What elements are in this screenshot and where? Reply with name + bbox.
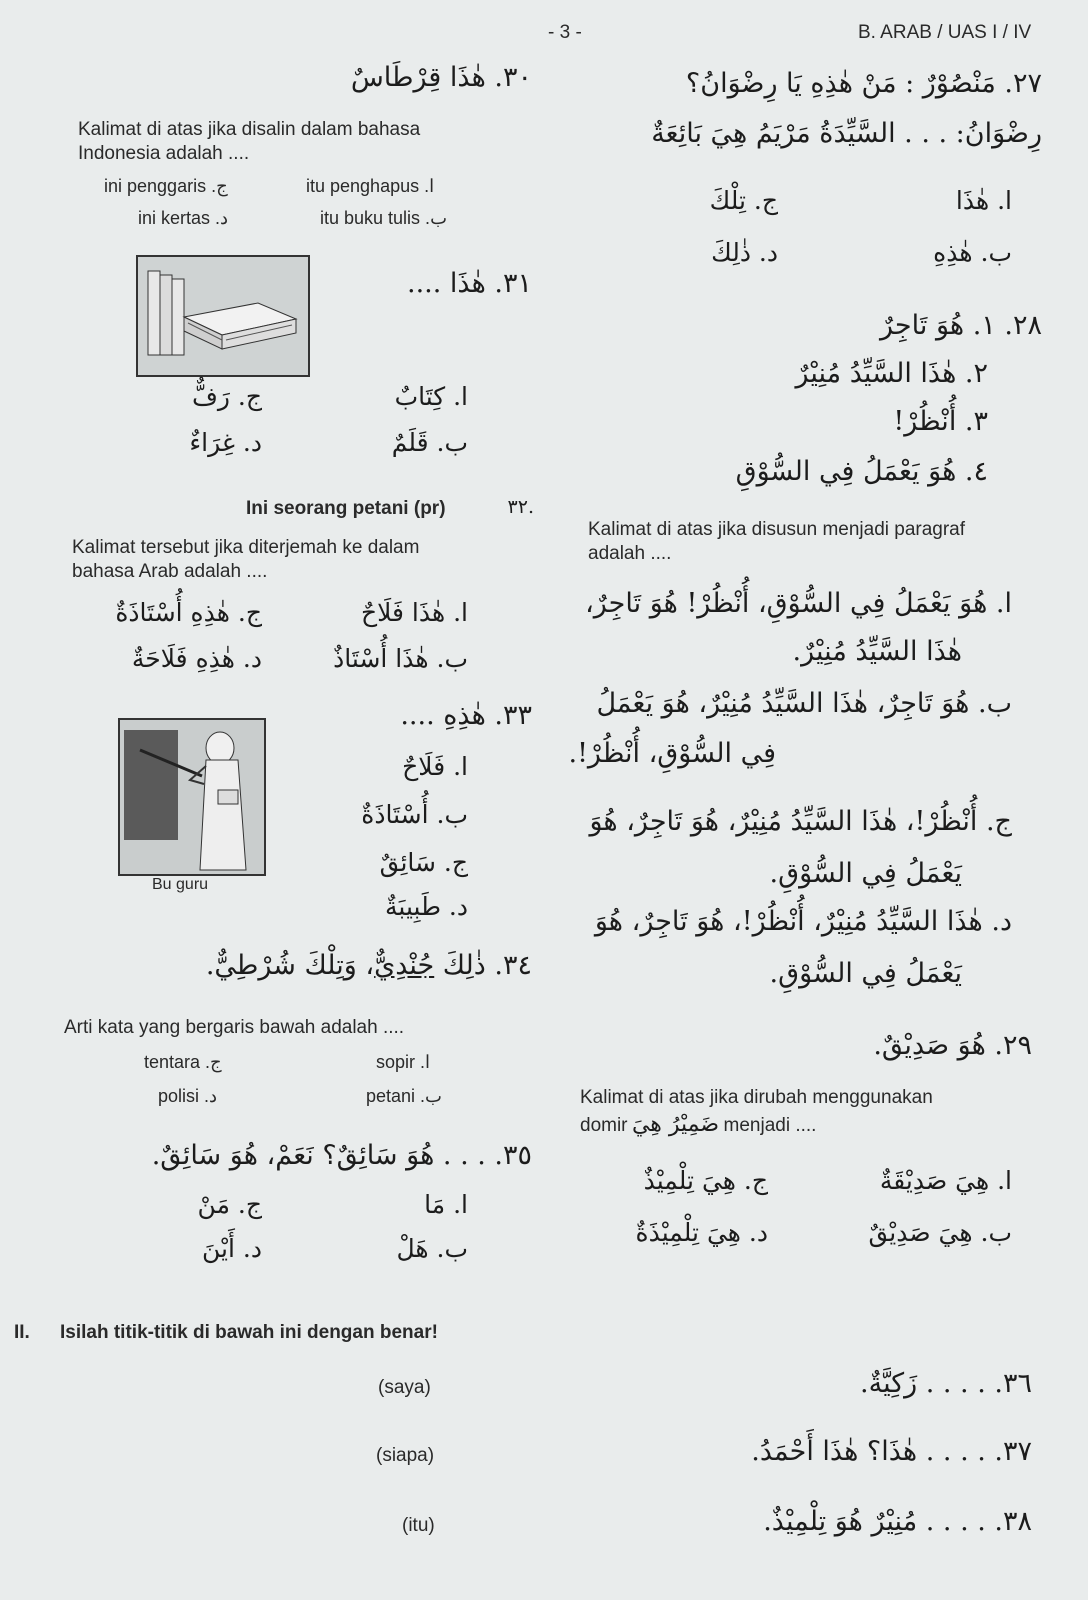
q30-option-b[interactable]: itu buku tulis .ب xyxy=(320,208,448,228)
q34-stem xyxy=(206,950,532,981)
q28-option-c-line2[interactable]: يَعْمَلُ فِي السُّوْقِ. xyxy=(769,858,962,889)
q28-option-d-line1[interactable]: د. هٰذَا السَّيِّدُ مُنِيْرٌ، أُنْظُرْ!، هُوَ تَاجِرٌ، هُوَ xyxy=(594,906,1012,937)
q29-option-a[interactable]: ا. هِيَ صَدِيْقَةٌ xyxy=(879,1166,1012,1195)
q34-option-c[interactable]: tentara .ج xyxy=(144,1052,222,1072)
q36-hint: (saya) xyxy=(378,1377,431,1398)
q35-option-a[interactable]: ا. مَا xyxy=(424,1190,468,1219)
q28-option-d-line2[interactable]: يَعْمَلُ فِي السُّوْقِ. xyxy=(769,958,962,989)
q28-option-a-line1[interactable]: ا. هُوَ يَعْمَلُ فِي السُّوْقِ، أُنْظُرْ! هُوَ تَاجِرٌ، xyxy=(585,588,1012,619)
q28-option-b-line1[interactable]: ب. هُوَ تَاجِرٌ، هٰذَا السَّيِّدُ مُنِيْرٌ، هُوَ يَعْمَلُ xyxy=(596,688,1012,719)
q28-option-a-line2[interactable]: هٰذَا السَّيِّدُ مُنِيْرٌ. xyxy=(792,636,962,667)
q30-option-a[interactable]: itu penghapus .ا xyxy=(306,176,435,196)
exam-code: B. ARAB / UAS I / IV xyxy=(858,22,1032,43)
q34-option-d[interactable]: polisi .د xyxy=(158,1086,218,1106)
q27-option-d[interactable]: د. ذٰلِكَ xyxy=(711,238,778,267)
q27-line1: ٢٧. مَنْصُوْرٌ : مَنْ هٰذِهِ يَا رِضْوَانُ؟ xyxy=(685,68,1042,99)
q34-stem-end: ، وَتِلْكَ شُرْطِيٌّ. xyxy=(205,950,375,981)
q28-option-b-line2[interactable]: فِي السُّوْقِ، أُنْظُرْ!. xyxy=(568,738,776,769)
q37-hint: (siapa) xyxy=(376,1445,435,1466)
q29-option-d[interactable]: د. هِيَ تِلْمِيْذَةٌ xyxy=(635,1218,768,1247)
q32-option-b[interactable]: ب. هٰذَا أُسْتَاذٌ xyxy=(333,644,468,673)
q31-option-c[interactable]: ج. رَفٌّ xyxy=(191,382,262,411)
q33-option-c[interactable]: ج. سَائِقٌ xyxy=(379,848,468,877)
teacher-image xyxy=(118,718,266,876)
q30-option-d[interactable]: ini kertas .د xyxy=(138,208,229,228)
q33-option-a[interactable]: ا. فَلَاحٌ xyxy=(402,752,468,781)
page-number: - 3 - xyxy=(548,22,582,43)
q29-instruction-arabic: ضَمِيْرُ هِيَ xyxy=(631,1112,720,1137)
q33-stem: ٣٣. هٰذِهِ .... xyxy=(400,700,532,731)
q29-option-c[interactable]: ج. هِيَ تِلْمِيْذٌ xyxy=(643,1166,768,1195)
q33-option-b[interactable]: ب. أُسْتَاذَةٌ xyxy=(361,800,468,829)
q34-option-a[interactable]: sopir .ا xyxy=(376,1052,431,1072)
q27-option-a[interactable]: ا. هٰذَا xyxy=(955,186,1012,215)
q28-item-1: ٢٨. ١. هُوَ تَاجِرٌ xyxy=(880,310,1042,341)
q27-line2: رِضْوَانُ: . . . السَّيِّدَةُ مَرْيَمُ هِيَ بَائِعَةٌ xyxy=(651,118,1042,149)
q29-instruction-line2 xyxy=(580,1112,816,1138)
q28-item-3: ٣. أُنْظُرْ! xyxy=(893,406,988,437)
q35-option-d[interactable]: د. أَيْنَ xyxy=(202,1234,262,1263)
teacher-icon xyxy=(120,720,264,874)
q37-arabic[interactable]: ٣٧. . . . . هٰذَا؟ هٰذَا أَحْمَدُ. xyxy=(751,1436,1032,1467)
q32-option-c[interactable]: ج. هٰذِهِ أُسْتَاذَةٌ xyxy=(115,598,262,627)
q35-stem: ٣٥. . . . هُوَ سَائِقٌ؟ نَعَمْ، هُوَ سَائِقٌ. xyxy=(151,1140,532,1171)
q32-option-a[interactable]: ا. هٰذَا فَلَاحٌ xyxy=(360,598,468,627)
section-number: II. xyxy=(14,1322,30,1343)
q38-arabic[interactable]: ٣٨. . . . . مُنِيْرٌ هُوَ تِلْمِيْذٌ. xyxy=(763,1506,1032,1537)
q30-option-c[interactable]: ini penggaris .ج xyxy=(104,176,228,196)
q32-stem: Ini seorang petani (pr) xyxy=(246,498,446,519)
q32-number: .٣٢ xyxy=(507,496,534,518)
q33-option-d[interactable]: د. طَبِيبَةٌ xyxy=(385,892,468,921)
q31-option-b[interactable]: ب. قَلَمٌ xyxy=(391,428,468,457)
q29-instruction-domir: domir xyxy=(580,1115,628,1136)
q34-instruction: Arti kata yang bergaris bawah adalah .... xyxy=(64,1017,405,1038)
q31-option-a[interactable]: ا. كِتَابٌ xyxy=(394,382,468,411)
section-title: Isilah titik-titik di bawah ini dengan benar! xyxy=(60,1322,438,1343)
q34-stem-start: ٣٤. ذٰلِكَ xyxy=(434,950,532,981)
q30-instruction: Kalimat di atas jika disalin dalam bahasa Indonesia adalah .... xyxy=(78,119,421,164)
teacher-caption: Bu guru xyxy=(152,876,209,893)
q28-instruction: Kalimat di atas jika disusun menjadi paragraf adalah .... xyxy=(588,519,966,564)
q28-item-2: ٢. هٰذَا السَّيِّدُ مُنِيْرٌ xyxy=(795,358,988,389)
q32-instruction: Kalimat tersebut jika diterjemah ke dalam bahasa Arab adalah .... xyxy=(72,537,420,582)
books-image xyxy=(136,255,310,377)
q29-stem: ٢٩. هُوَ صَدِيْقٌ. xyxy=(873,1030,1032,1061)
q28-option-c-line1[interactable]: ج. أُنْظُرْ!، هٰذَا السَّيِّدُ مُنِيْرٌ، هُوَ تَاجِرٌ، هُوَ xyxy=(589,806,1012,837)
q29-instruction-line1: Kalimat di atas jika dirubah menggunakan xyxy=(580,1087,933,1108)
q29-option-b[interactable]: ب. هِيَ صَدِيْقٌ xyxy=(868,1218,1012,1247)
q35-option-b[interactable]: ب. هَلْ xyxy=(396,1234,468,1263)
q27-option-b[interactable]: ب. هٰذِهِ xyxy=(933,238,1012,267)
q27-option-c[interactable]: ج. تِلْكَ xyxy=(709,186,778,215)
q32-option-d[interactable]: د. هٰذِهِ فَلَاحَةٌ xyxy=(131,644,262,673)
q30-stem: ٣٠. هٰذَا قِرْطَاسٌ xyxy=(350,62,532,93)
q28-item-4: ٤. هُوَ يَعْمَلُ فِي السُّوْقِ xyxy=(735,456,988,487)
q34-underlined-word: جُنْدِيٌّ xyxy=(374,950,435,981)
q38-hint: (itu) xyxy=(402,1515,435,1536)
q36-arabic[interactable]: ٣٦. . . . . زَكِيَّةٌ. xyxy=(860,1368,1032,1399)
q29-instruction-menjadi: menjadi .... xyxy=(723,1115,817,1136)
q34-option-b[interactable]: petani .ب xyxy=(366,1086,442,1106)
q35-option-c[interactable]: ج. مَنْ xyxy=(197,1190,262,1219)
books-icon xyxy=(138,257,308,375)
q31-option-d[interactable]: د. غِرَاءٌ xyxy=(189,428,262,457)
q31-stem: ٣١. هٰذَا .... xyxy=(406,268,532,299)
